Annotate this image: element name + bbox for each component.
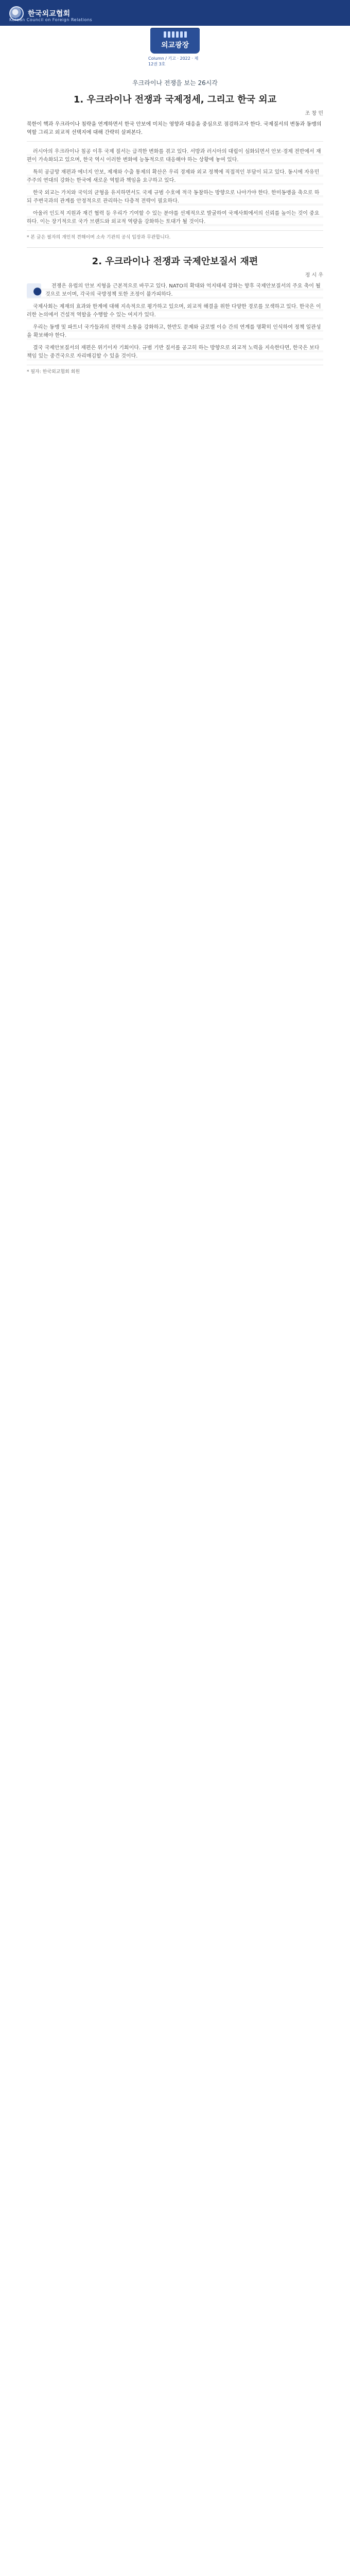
paragraph: 결국 국제안보질서의 재편은 위기이자 기회이다. 규범 기반 질서를 공고히 하는 방향으로 외교적 노력을 지속한다면, 한국은 보다 책임 있는 중견국으로 자리매김할 수 있을 것이다. bbox=[27, 344, 323, 361]
section-footnote: * 필자: 한국외교협회 회원 bbox=[27, 365, 323, 376]
column-badge-box bbox=[150, 28, 200, 54]
section-2 bbox=[27, 254, 323, 376]
column-badge bbox=[148, 28, 202, 67]
hero-area bbox=[0, 26, 350, 71]
building-icon bbox=[164, 31, 187, 38]
top-header-bar bbox=[0, 0, 350, 26]
portrait-icon: ● bbox=[27, 283, 41, 298]
section-1 bbox=[27, 92, 323, 241]
section-intro: 북한이 핵과 우크라이나 침략을 연계하면서 한국 안보에 미치는 영향과 대응을 중심으로 점검하고자 한다. 국제질서의 변동과 동맹의 역할 그리고 외교적 선택지에 대해 간략히 살펴본다. bbox=[27, 121, 323, 142]
content bbox=[27, 72, 323, 376]
paragraph: 러시아의 우크라이나 침공 이후 국제 질서는 급격한 변화를 겪고 있다. 서방과 러시아의 대립이 심화되면서 안보·경제 전반에서 재편이 가속화되고 있으며, 한국 역시 이러한 변화에 능동적으로 대응해야 하는 상황에 놓여 있다. bbox=[27, 148, 323, 164]
section-title: 1. 우크라이나 전쟁과 국제정세, 그리고 한국 외교 bbox=[73, 94, 277, 105]
paragraph: 국제사회는 제재의 효과와 한계에 대해 지속적으로 평가하고 있으며, 외교적 해결을 위한 다양한 경로를 모색하고 있다. 한국은 이러한 논의에서 건설적 역할을 수행할 수 있는 여지가 있다. bbox=[27, 303, 323, 319]
section-footnote: * 본 글은 필자의 개인적 견해이며 소속 기관의 공식 입장과 무관합니다. bbox=[27, 230, 323, 241]
column-badge-meta: Column / 기고 · 2022 · 제12권 3호 bbox=[148, 56, 199, 66]
section-divider bbox=[27, 247, 323, 248]
section-author: 조 창 민 bbox=[305, 111, 323, 116]
brand-subtitle: Korean Council on Foreign Relations bbox=[9, 18, 93, 22]
series-title: 우크라이나 전쟁을 보는 26시각 bbox=[132, 79, 218, 87]
paragraph: 한국 외교는 가치와 국익의 균형을 유지하면서도 국제 규범 수호에 적극 동참하는 방향으로 나아가야 한다. 한미동맹을 축으로 하되 주변국과의 관계를 안정적으로 관리하는 다층적 전략이 필요하다. bbox=[27, 189, 323, 206]
paragraph: 특히 공급망 재편과 에너지 안보, 제재와 수출 통제의 확산은 우리 경제와 외교 정책에 직접적인 부담이 되고 있다. 동시에 자유민주주의 연대의 강화는 한국에 새로운 역할과 책임을 요구하고 있다. bbox=[27, 168, 323, 185]
column-badge-title: 외교광장 bbox=[161, 41, 189, 49]
section-author: 정 시 우 bbox=[305, 273, 323, 278]
brand-name: 한국외교협회 bbox=[28, 10, 71, 18]
section-title: 2. 우크라이나 전쟁과 국제안보질서 재편 bbox=[92, 256, 258, 267]
paragraph: 아울러 인도적 지원과 재건 협력 등 우리가 기여할 수 있는 분야를 선제적으로 발굴하여 국제사회에서의 신뢰를 높이는 것이 중요하다. 이는 장기적으로 국가 브랜드와 외교적 역량을 강화하는 토대가 될 것이다. bbox=[27, 210, 323, 226]
paragraph: 우리는 동맹 및 파트너 국가들과의 전략적 소통을 강화하고, 한반도 문제와 글로벌 이슈 간의 연계를 명확히 인식하여 정책 일관성을 확보해야 한다. bbox=[27, 324, 323, 340]
paragraph: ● 전쟁은 유럽의 안보 지형을 근본적으로 바꾸고 있다. NATO의 확대와 억지태세 강화는 향후 국제안보질서의 주요 축이 될 것으로 보이며, 각국의 국방정책 또한 조정이 불가피하다. bbox=[27, 282, 323, 299]
